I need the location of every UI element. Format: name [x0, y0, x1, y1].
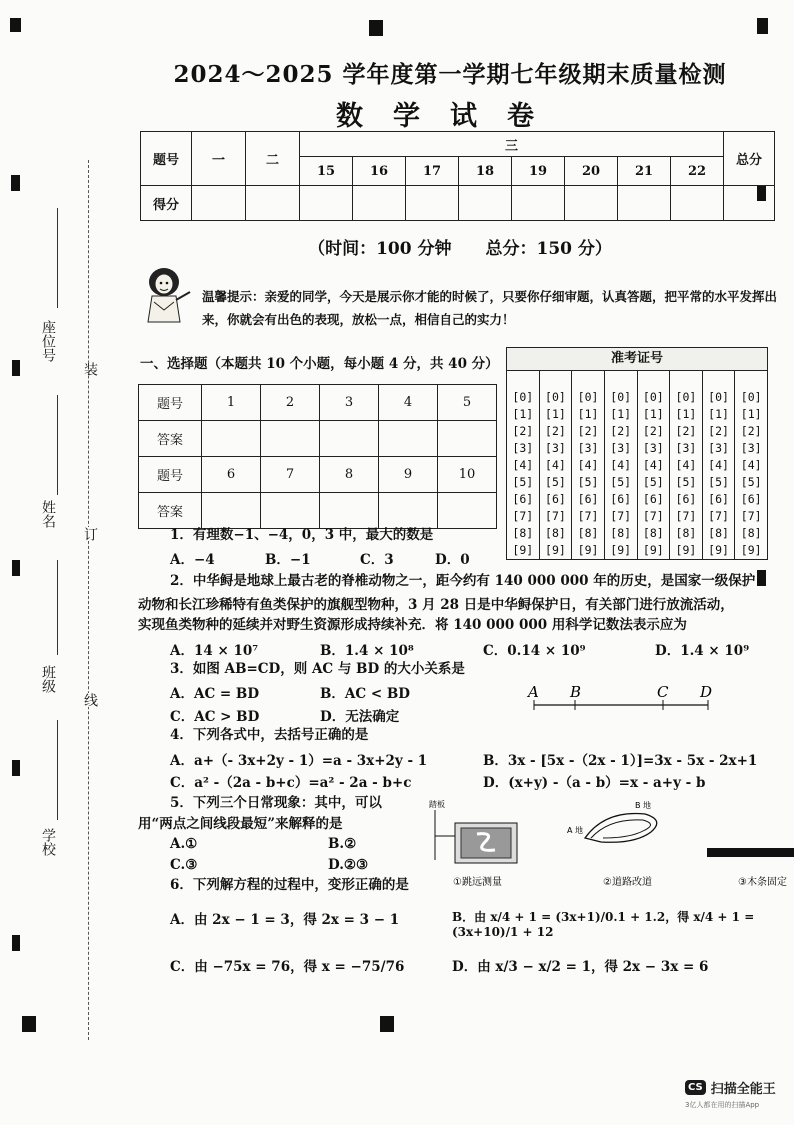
q3-stem: 3．如图 AB=CD，则 AC 与 BD 的大小关系是: [170, 661, 465, 677]
score-cell[interactable]: [192, 186, 246, 221]
q5-stem-line1: 5．下列三个日常现象：其中，可以: [170, 795, 382, 811]
admission-digit-bubble[interactable]: [2]: [545, 424, 566, 438]
registration-mark: [22, 1016, 36, 1032]
answer-table-num: 6: [202, 457, 261, 493]
admission-digit-column: [670, 371, 703, 559]
admission-digit-bubble[interactable]: [9]: [708, 543, 729, 557]
admission-digit-bubble[interactable]: [1]: [577, 407, 599, 421]
registration-mark: [12, 935, 20, 951]
admission-digit-bubble[interactable]: [8]: [610, 526, 632, 540]
answer-table-num: 5: [438, 385, 497, 421]
admission-digit-bubble[interactable]: [7]: [740, 509, 762, 523]
admission-digit-bubble[interactable]: [0]: [708, 390, 729, 404]
q4-option-b[interactable]: B．3x - [5x -（2x - 1）]=3x - 5x - 2x+1: [483, 753, 758, 769]
score-cell[interactable]: [406, 186, 459, 221]
admission-digit-bubble[interactable]: [1]: [545, 407, 566, 421]
admission-digit-bubble[interactable]: [8]: [642, 526, 664, 540]
admission-digit-bubble[interactable]: [4]: [545, 458, 566, 472]
answer-table-num: 10: [438, 457, 497, 493]
mascot-illustration: [140, 266, 192, 324]
admission-digit-bubble[interactable]: [6]: [545, 492, 566, 506]
admission-digit-bubble[interactable]: [2]: [642, 424, 664, 438]
admission-digit-bubble[interactable]: [4]: [512, 458, 534, 472]
answer-table-num: 1: [202, 385, 261, 421]
school-line: [57, 720, 58, 820]
answer-table-num: 7: [261, 457, 320, 493]
q5-option-a[interactable]: A.①: [170, 836, 198, 852]
admission-digit-bubble[interactable]: [7]: [545, 509, 566, 523]
admission-digit-bubble[interactable]: [6]: [740, 492, 762, 506]
admission-digit-bubble[interactable]: [9]: [545, 543, 566, 557]
admission-digit-column: [703, 371, 736, 559]
q6-stem: 6．下列解方程的过程中，变形正确的是: [170, 877, 409, 893]
score-cell[interactable]: [724, 186, 775, 221]
score-header-1: 一: [192, 132, 246, 186]
admission-digit-bubble[interactable]: [0]: [545, 390, 566, 404]
score-cell[interactable]: [512, 186, 565, 221]
admission-digit-bubble[interactable]: [8]: [577, 526, 599, 540]
registration-mark: [10, 18, 21, 32]
admission-digit-bubble[interactable]: [7]: [675, 509, 697, 523]
tip-body: 亲爱的同学，今天是展示你才能的时候了，只要你仔细审题，认真答题，把平常的水平发挥出来，你就会有出色的表现，放松一点，相信自己的实力！: [202, 289, 778, 327]
q5-fig-label-board: 踏板: [429, 800, 445, 809]
registration-mark: [12, 760, 20, 776]
admission-digit-bubble[interactable]: [1]: [512, 407, 534, 421]
score-cell[interactable]: [565, 186, 618, 221]
admission-digit-bubble[interactable]: [0]: [577, 390, 599, 404]
q2-option-a[interactable]: A．14 × 10⁷: [170, 643, 259, 659]
admission-digit-bubble[interactable]: [3]: [577, 441, 599, 455]
admission-digit-bubble[interactable]: [4]: [642, 458, 664, 472]
admission-digit-bubble[interactable]: [3]: [675, 441, 697, 455]
admission-digit-bubble[interactable]: [7]: [708, 509, 729, 523]
admission-digit-bubble[interactable]: [7]: [610, 509, 632, 523]
admission-digit-bubble[interactable]: [9]: [740, 543, 762, 557]
admission-digit-bubble[interactable]: [6]: [708, 492, 729, 506]
score-cell[interactable]: [300, 186, 353, 221]
scanner-watermark: [685, 1078, 776, 1110]
admission-digit-bubble[interactable]: [1]: [708, 407, 729, 421]
q5-fig-label-a: A 地: [567, 826, 584, 835]
admission-digit-bubble[interactable]: [9]: [642, 543, 664, 557]
admission-digit-bubble[interactable]: [4]: [675, 458, 697, 472]
admission-digit-bubble[interactable]: [8]: [512, 526, 534, 540]
registration-mark: [12, 560, 20, 576]
admission-digit-bubble[interactable]: [8]: [708, 526, 729, 540]
answer-table-ans-label: 答案: [139, 421, 202, 457]
admission-digit-bubble[interactable]: [6]: [642, 492, 664, 506]
score-cell[interactable]: [671, 186, 724, 221]
admission-digit-bubble[interactable]: [3]: [610, 441, 632, 455]
exam-title: 2024～2025 学年度第一学期七年级期末质量检测: [173, 61, 727, 88]
admission-digit-bubble[interactable]: [3]: [512, 441, 534, 455]
q6-option-b[interactable]: B．由 x/4 + 1 = (3x+1)/0.1 + 1.2，得 x/4 + 1 = (3x+10)/1 + 12: [452, 910, 755, 939]
section1-title: 一、选择题（本题共 10 个小题，每小题 4 分，共 40 分）: [140, 356, 499, 372]
answer-table-num: 4: [379, 385, 438, 421]
registration-mark: [757, 570, 766, 586]
score-header-3: 三: [300, 132, 724, 157]
seat-label: 座位号: [40, 320, 56, 362]
seat-line: [57, 208, 58, 308]
admission-digit-column: [572, 371, 605, 559]
q4-stem: 4．下列各式中，去括号正确的是: [170, 727, 369, 743]
answer-cell[interactable]: [202, 421, 261, 457]
answer-table-no-label: 题号: [139, 457, 202, 493]
admission-digit-bubble[interactable]: [1]: [610, 407, 632, 421]
q5-stem-line2: 用“两点之间线段最短”来解释的是: [138, 816, 343, 832]
admission-digit-bubble[interactable]: [7]: [642, 509, 664, 523]
score-subnum: 17: [406, 157, 459, 186]
admission-digit-column: [540, 371, 573, 559]
admission-digit-bubble[interactable]: [1]: [675, 407, 697, 421]
score-subnum: 21: [618, 157, 671, 186]
cs-logo-icon: CS: [685, 1080, 706, 1095]
name-line: [57, 395, 58, 495]
admission-digit-bubble[interactable]: [0]: [610, 390, 632, 404]
answer-table-num: 3: [320, 385, 379, 421]
admission-digit-bubble[interactable]: [3]: [545, 441, 566, 455]
answer-cell[interactable]: [320, 421, 379, 457]
q5-fig-label-b: B 地: [635, 801, 652, 810]
admission-digit-bubble[interactable]: [9]: [610, 543, 632, 557]
admission-digit-bubble[interactable]: [5]: [675, 475, 697, 489]
score-subnum: 22: [671, 157, 724, 186]
answer-table-num: 9: [379, 457, 438, 493]
admission-digit-bubble[interactable]: [0]: [740, 390, 762, 404]
admission-digit-bubble[interactable]: [6]: [577, 492, 599, 506]
admission-digit-bubble[interactable]: [5]: [642, 475, 664, 489]
school-label: 学校: [40, 828, 56, 856]
registration-mark: [380, 1016, 394, 1032]
time-info: （时间：100 分钟 总分：150 分）: [308, 239, 612, 259]
q3-option-d[interactable]: D．无法确定: [320, 709, 400, 725]
score-subnum: 18: [459, 157, 512, 186]
admission-digit-bubble[interactable]: [0]: [642, 390, 664, 404]
admission-digit-bubble[interactable]: [9]: [675, 543, 697, 557]
class-label: 班级: [40, 665, 56, 693]
q5-figures: [425, 798, 794, 892]
q1-option-c[interactable]: C．3: [360, 552, 394, 568]
q3-point-b: B: [570, 683, 582, 701]
admission-digit-bubble[interactable]: [4]: [740, 458, 762, 472]
q1-stem: 1．有理数−1、−4，0，3 中，最大的数是: [170, 527, 434, 543]
scanner-brand: 扫描全能王: [710, 1082, 776, 1097]
admission-digit-bubble[interactable]: [0]: [512, 390, 534, 404]
q2-option-c[interactable]: C．0.14 × 10⁹: [483, 643, 586, 659]
score-cell[interactable]: [618, 186, 671, 221]
admission-digit-bubble[interactable]: [5]: [577, 475, 599, 489]
admission-digit-bubble[interactable]: [3]: [642, 441, 664, 455]
subject-title: 数学试卷: [336, 101, 564, 132]
admission-digit-bubble[interactable]: [8]: [675, 526, 697, 540]
answer-cell[interactable]: [438, 421, 497, 457]
admission-digit-bubble[interactable]: [4]: [610, 458, 632, 472]
q5-fig2-caption: ②道路改道: [603, 877, 652, 888]
admission-digit-bubble[interactable]: [9]: [577, 543, 599, 557]
admission-digit-bubble[interactable]: [1]: [642, 407, 664, 421]
score-cell[interactable]: [353, 186, 406, 221]
class-line: [57, 560, 58, 655]
q6-option-c[interactable]: C．由 −75x = 76，得 x = −75/76: [170, 959, 405, 975]
admission-digit-bubble[interactable]: [5]: [610, 475, 632, 489]
admission-number-grid: [506, 347, 768, 560]
score-subnum: 20: [565, 157, 618, 186]
admission-digit-column: [638, 371, 671, 559]
admission-digit-bubble[interactable]: [6]: [610, 492, 632, 506]
admission-digit-bubble[interactable]: [2]: [740, 424, 762, 438]
admission-digit-bubble[interactable]: [3]: [708, 441, 729, 455]
score-table: [140, 131, 775, 221]
answer-cell[interactable]: [438, 493, 497, 529]
admission-digit-bubble[interactable]: [5]: [512, 475, 534, 489]
q5-option-d[interactable]: D.②③: [328, 857, 369, 873]
admission-digit-bubble[interactable]: [2]: [675, 424, 697, 438]
q3-point-c: C: [657, 683, 669, 701]
admission-digit-column: [605, 371, 638, 559]
q2-stem-line1: 2．中华鲟是地球上最古老的脊椎动物之一，距今约有 140 000 000 年的历史，是国家一级保护: [170, 573, 756, 589]
q4-option-a[interactable]: A．a+（- 3x+2y - 1）=a - 3x+2y - 1: [170, 753, 428, 769]
registration-mark: [12, 360, 20, 376]
q4-option-d[interactable]: D．(x+y) -（a - b）=x - a+y - b: [483, 775, 706, 791]
q5-fig3-caption: ③木条固定: [738, 877, 787, 888]
q1-option-b[interactable]: B．−1: [265, 552, 311, 568]
q3-point-d: D: [700, 683, 713, 701]
score-cell[interactable]: [246, 186, 300, 221]
admission-digit-bubble[interactable]: [4]: [708, 458, 729, 472]
scanner-tagline: 3亿人都在用的扫描App: [685, 1101, 760, 1109]
admission-digit-bubble[interactable]: [8]: [740, 526, 762, 540]
binding-xian: 线: [82, 693, 98, 707]
answer-table-num: 8: [320, 457, 379, 493]
registration-mark: [11, 175, 20, 191]
answer-table-no-label: 题号: [139, 385, 202, 421]
q1-option-d[interactable]: D．0: [435, 552, 470, 568]
answer-table: [138, 384, 497, 529]
score-header-2: 二: [246, 132, 300, 186]
admission-number-title: 准考证号: [507, 348, 767, 371]
score-header-total: 总分: [724, 132, 775, 186]
q5-option-b[interactable]: B.②: [328, 836, 357, 852]
binding-zhuang: 装: [82, 362, 98, 376]
admission-digit-bubble[interactable]: [7]: [577, 509, 599, 523]
name-label: 姓名: [40, 500, 56, 528]
q1-option-a[interactable]: A．−4: [170, 552, 215, 568]
tip-label: 温馨提示：: [202, 289, 265, 304]
admission-digit-bubble[interactable]: [6]: [512, 492, 534, 506]
q6-option-a[interactable]: A．由 2x − 1 = 3，得 2x = 3 − 1: [170, 912, 400, 928]
registration-mark: [757, 18, 768, 34]
score-subnum: 16: [353, 157, 406, 186]
q3-point-a: A: [528, 683, 539, 701]
answer-table-num: 2: [261, 385, 320, 421]
admission-digit-column: [735, 371, 767, 559]
score-row-label: 得分: [141, 186, 192, 221]
q5-option-c[interactable]: C.③: [170, 857, 198, 873]
admission-digit-bubble[interactable]: [5]: [708, 475, 729, 489]
admission-digit-bubble[interactable]: [2]: [577, 424, 599, 438]
q4-option-c[interactable]: C．a² -（2a - b+c）=a² - 2a - b+c: [170, 775, 412, 791]
q3-segment-figure: [520, 683, 720, 715]
admission-digit-bubble[interactable]: [6]: [675, 492, 697, 506]
admission-digit-bubble[interactable]: [2]: [610, 424, 632, 438]
answer-cell[interactable]: [261, 421, 320, 457]
admission-digit-bubble[interactable]: [7]: [512, 509, 534, 523]
admission-digit-bubble[interactable]: [5]: [545, 475, 566, 489]
q2-stem-line3: 实现鱼类物种的延续并对野生资源形成持续补充．将 140 000 000 用科学记数法表示应为: [138, 617, 687, 633]
answer-cell[interactable]: [379, 421, 438, 457]
admission-digit-bubble[interactable]: [2]: [708, 424, 729, 438]
admission-digit-bubble[interactable]: [4]: [577, 458, 599, 472]
admission-digit-bubble[interactable]: [1]: [740, 407, 762, 421]
admission-digit-bubble[interactable]: [5]: [740, 475, 762, 489]
tip-text: [202, 285, 782, 331]
admission-digit-bubble[interactable]: [0]: [675, 390, 697, 404]
q3-option-c[interactable]: C．AC > BD: [170, 709, 260, 725]
score-header-no: 题号: [141, 132, 192, 186]
q6-option-d[interactable]: D．由 x/3 − x/2 = 1，得 2x − 3x = 6: [452, 959, 709, 975]
q3-option-b[interactable]: B．AC < BD: [320, 686, 410, 702]
score-cell[interactable]: [459, 186, 512, 221]
admission-digit-bubble[interactable]: [9]: [512, 543, 534, 557]
registration-mark: [369, 20, 383, 36]
score-subnum: 15: [300, 157, 353, 186]
q2-stem-line2: 动物和长江珍稀特有鱼类保护的旗舰型物种，3 月 28 日是中华鲟保护日，有关部门进行放流活动，: [138, 597, 734, 613]
binding-line: [88, 160, 89, 1040]
q3-option-a[interactable]: A．AC = BD: [170, 686, 260, 702]
q2-option-d[interactable]: D．1.4 × 10⁹: [655, 643, 750, 659]
answer-table-ans-label: 答案: [139, 493, 202, 529]
q5-fig1-caption: ①跳远测量: [453, 877, 502, 888]
admission-digit-bubble[interactable]: [8]: [545, 526, 566, 540]
binding-ding: 订: [82, 527, 98, 541]
admission-digit-column: [507, 371, 540, 559]
q2-option-b[interactable]: B．1.4 × 10⁸: [320, 643, 414, 659]
admission-digit-bubble[interactable]: [3]: [740, 441, 762, 455]
score-subnum: 19: [512, 157, 565, 186]
admission-digit-bubble[interactable]: [2]: [512, 424, 534, 438]
